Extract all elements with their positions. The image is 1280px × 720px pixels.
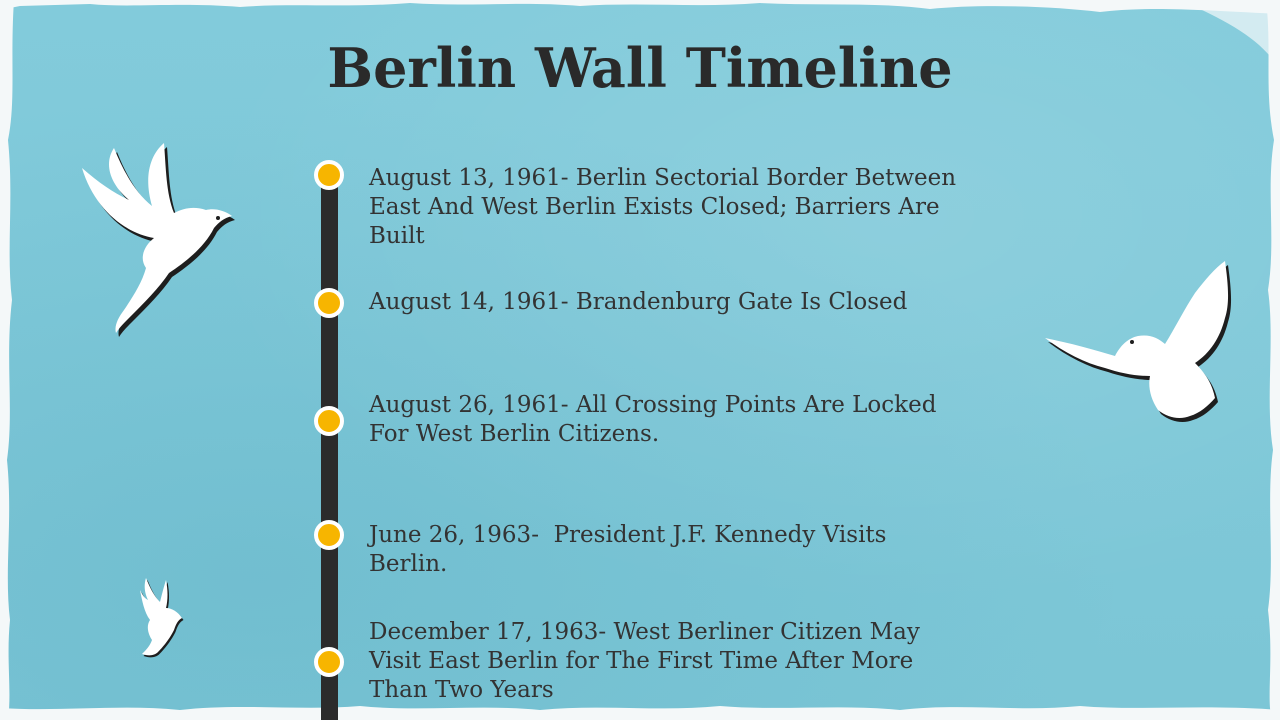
timeline-marker (314, 406, 344, 436)
timeline-marker (314, 647, 344, 677)
page-title: Berlin Wall Timeline (327, 36, 953, 100)
timeline-event-1: August 13, 1961- Berlin Sectorial Border Between East And West Berlin Exists Closed; Barriers Are Built (369, 165, 964, 249)
dove-icon (1040, 258, 1240, 438)
timeline-line (321, 172, 338, 720)
timeline-marker (314, 520, 344, 550)
timeline-event-2: August 14, 1961- Brandenburg Gate Is Closed (369, 289, 908, 315)
timeline-marker (314, 288, 344, 318)
timeline-event-3: August 26, 1961- All Crossing Points Are Locked For West Berlin Citizens. (369, 392, 944, 447)
timeline-marker (314, 160, 344, 190)
timeline-event-4: June 26, 1963- President J.F. Kennedy Visits Berlin. (369, 522, 894, 577)
dove-icon (136, 576, 188, 660)
dove-icon (74, 138, 249, 338)
timeline-event-5: December 17, 1963- West Berliner Citizen May Visit East Berlin for The First Time After More Than Two Years (369, 619, 928, 703)
